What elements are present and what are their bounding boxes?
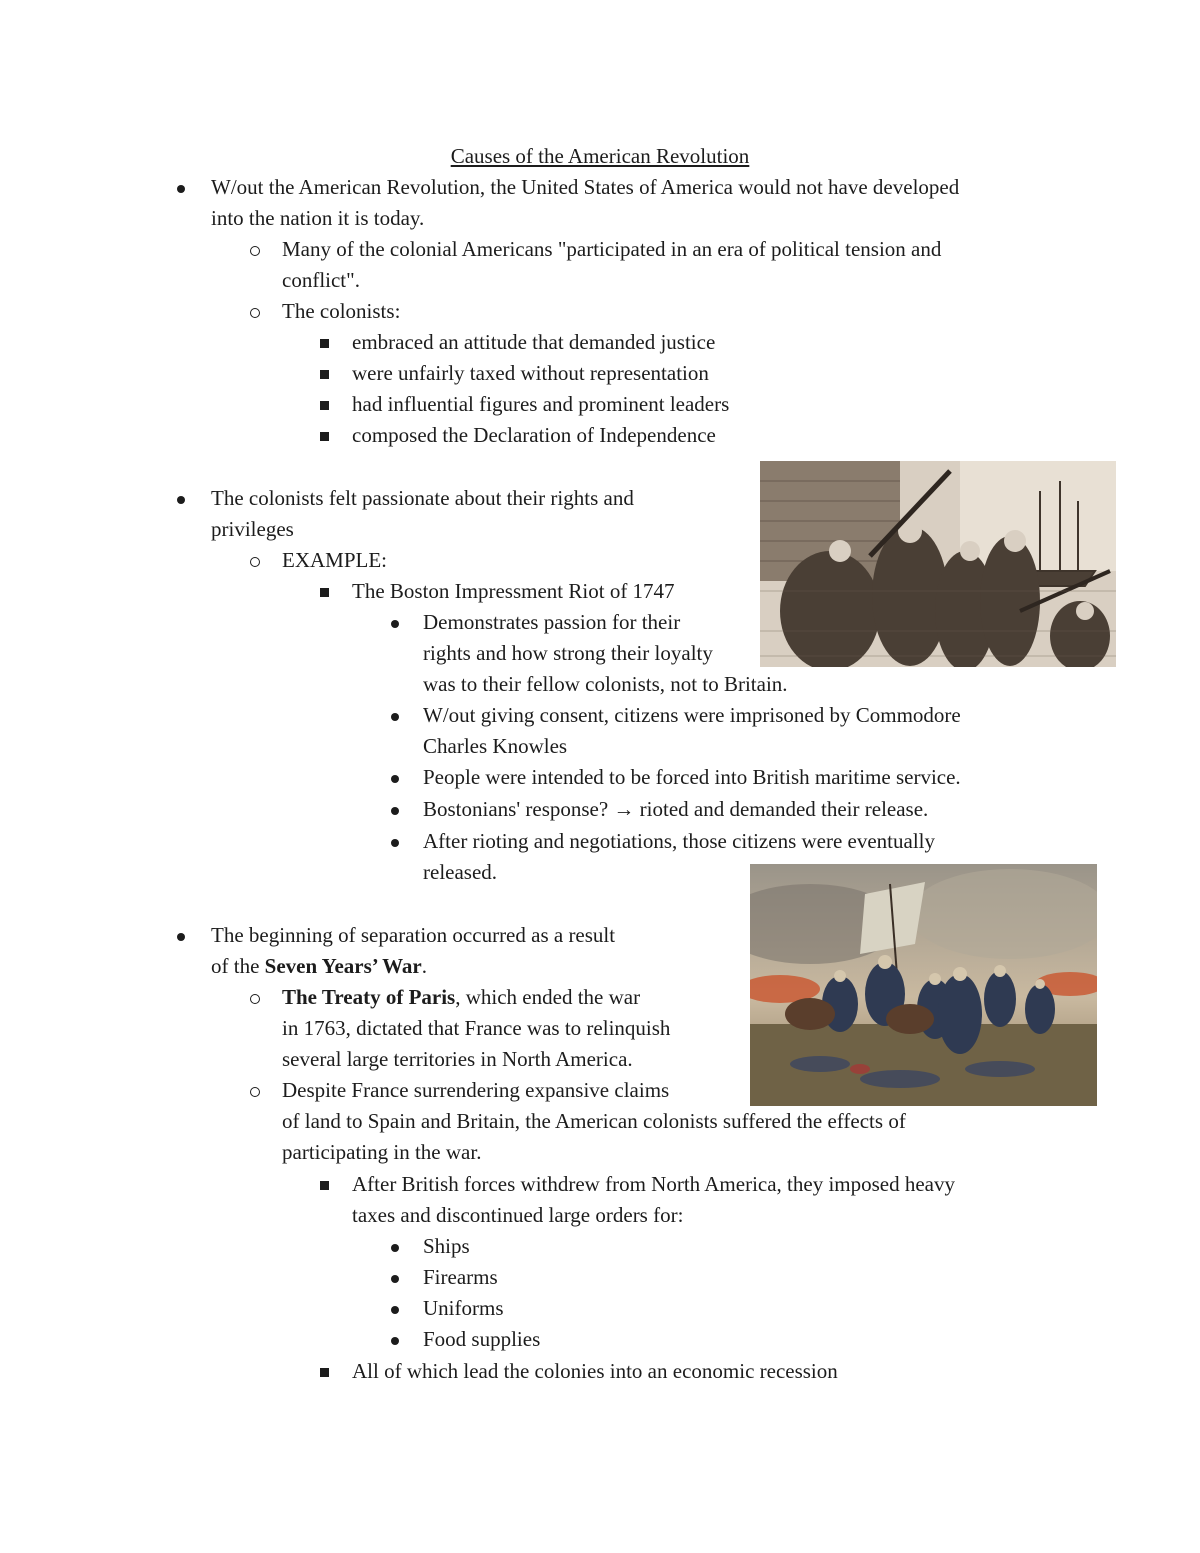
section2-main-line1: The colonists felt passionate about their rights and [211, 486, 634, 510]
bullet-square [316, 358, 332, 389]
section3-sub1-line1-post: , which ended the war [455, 985, 641, 1009]
section1-main-line1: W/out the American Revolution, the United States of America would not have developed [211, 175, 960, 199]
bullet-square [316, 389, 332, 420]
page-title: Causes of the American Revolution [450, 144, 750, 168]
bullet-dot [174, 172, 188, 203]
section2-p5-line2: released. [423, 860, 498, 884]
section3-sq1-line2: taxes and discontinued large orders for: [352, 1203, 684, 1227]
list-item: Ships [423, 1234, 470, 1258]
list-item: had influential figures and prominent leaders [352, 392, 730, 416]
section1-main-line2: into the nation it is today. [211, 206, 425, 230]
section1-sub1-line2: conflict". [282, 268, 360, 292]
list-item: were unfairly taxed without representation [352, 361, 709, 385]
bullet-dot [174, 483, 188, 514]
bullet-dot [388, 1293, 402, 1324]
section3-main-line2-post: . [421, 954, 427, 978]
bullet-dot [388, 1262, 402, 1293]
bullet-dot [388, 794, 402, 825]
section3-main-line2-pre: of the [211, 954, 265, 978]
list-item: Firearms [423, 1265, 498, 1289]
section2-example: EXAMPLE: [282, 548, 387, 572]
treaty-of-paris-label: The Treaty of Paris [282, 985, 456, 1009]
section2-p1-line3: was to their fellow colonists, not to Britain. [423, 672, 788, 696]
seven-years-war-painting [750, 864, 1097, 1106]
bullet-dot [174, 920, 188, 951]
bullet-square [316, 1169, 332, 1200]
bullet-circle [246, 1075, 264, 1106]
section2-p3: People were intended to be forced into British maritime service. [423, 765, 961, 789]
section3-main-line1: The beginning of separation occurred as a result [211, 923, 616, 947]
section2-main-line2: privileges [211, 517, 294, 541]
bullet-square [316, 1356, 332, 1387]
section2-p1-line1: Demonstrates passion for their [423, 610, 681, 634]
section2-p2-line2: Charles Knowles [423, 734, 568, 758]
section2-p2-line1: W/out giving consent, citizens were imprisoned by Commodore [423, 703, 961, 727]
section3-sq1-line1: After British forces withdrew from North America, they imposed heavy [352, 1172, 956, 1196]
bullet-circle [246, 982, 264, 1013]
list-item: embraced an attitude that demanded justice [352, 330, 716, 354]
bullet-square [316, 420, 332, 451]
section3-sub2-line1: Despite France surrendering expansive claims [282, 1078, 670, 1102]
section3-sub1-line2: in 1763, dictated that France was to relinquish [282, 1016, 671, 1040]
bullet-circle [246, 234, 264, 265]
bullet-dot [388, 762, 402, 793]
section3-sub1-line3: several large territories in North America. [282, 1047, 633, 1071]
section3-sq2: All of which lead the colonies into an economic recession [352, 1359, 838, 1383]
boston-riot-engraving [760, 461, 1116, 667]
list-item: composed the Declaration of Independence [352, 423, 716, 447]
section3-sub2-line3: participating in the war. [282, 1140, 482, 1164]
section2-event: The Boston Impressment Riot of 1747 [352, 579, 675, 603]
section3-sub1-line1 [282, 982, 640, 1013]
bullet-dot [388, 1231, 402, 1262]
section2-p5-line1: After rioting and negotiations, those citizens were eventually [423, 829, 936, 853]
bullet-dot [388, 1324, 402, 1355]
section1-sub2: The colonists: [282, 299, 401, 323]
bullet-circle [246, 545, 264, 576]
list-item: Food supplies [423, 1327, 541, 1351]
bullet-dot [388, 700, 402, 731]
section3-main-line2 [211, 951, 427, 982]
list-item: Uniforms [423, 1296, 504, 1320]
section3-sub2-line2: of land to Spain and Britain, the American colonists suffered the effects of [282, 1109, 906, 1133]
bullet-square [316, 327, 332, 358]
section2-p1-line2: rights and how strong their loyalty [423, 641, 713, 665]
section2-p4: Bostonians' response? → rioted and demanded their release. [423, 797, 929, 821]
bullet-square [316, 576, 332, 607]
section1-sub1-line1: Many of the colonial Americans "participated in an era of political tension and [282, 237, 942, 261]
bullet-dot [388, 826, 402, 857]
seven-years-war-label: Seven Years’ War [264, 954, 422, 978]
bullet-circle [246, 296, 264, 327]
bullet-dot [388, 607, 402, 638]
